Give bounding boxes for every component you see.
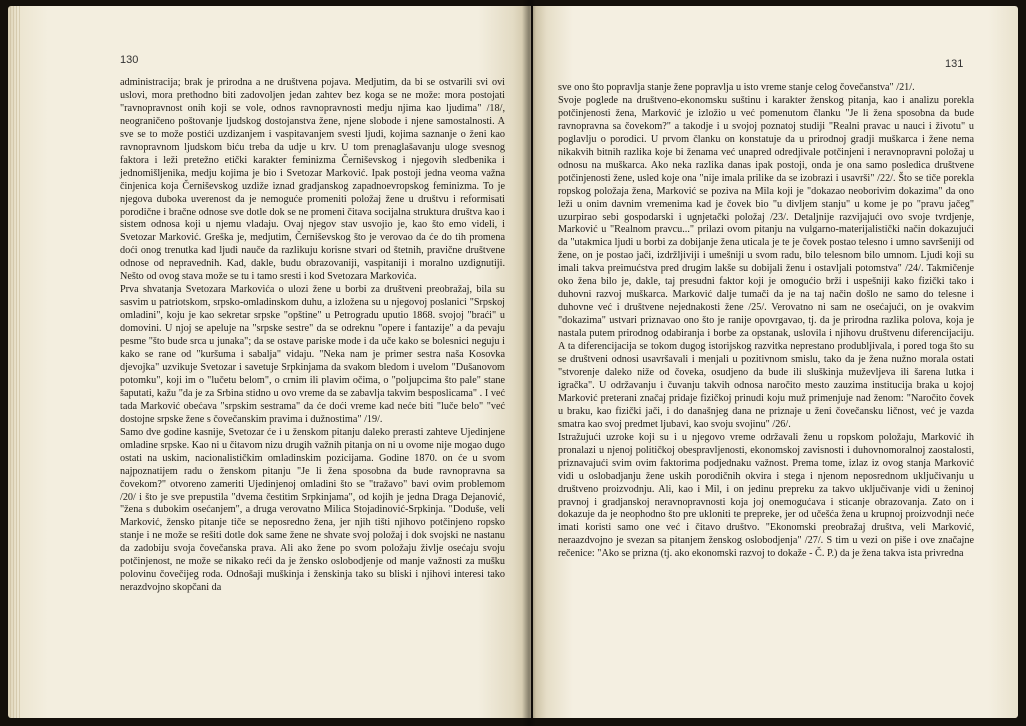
page-edges	[10, 6, 22, 718]
left-page-text: administracija; brak je prirodna a ne društvena pojava. Medjutim, da bi se ostvarili svi ovi uslovi, mora prethodno biti zadovoljen jedan zahtev bez koga se ne može: mora postojati "ravnopravnost onih koji se vole, odnos ravnopravnosti medju njima kao ljudima" /18/, neograničeno poštovanje ljudskog dostojanstva žene, njene slobode i njene samostalnosti. A sve se to može postići uzdizanjem i vaspitavanjem svesti ljudi, kojima saznanje o ženi kao ravnopravnom ljudskom biću treba da udje u krv. U tom prenaglašavanju uloge svesnog faktora i leži pretežno etički karakter feminizma Černiševskog i njegovih sledbenika i jednomišljenika, medju kojima je bio i Svetozar Marković. Ipak postoji jedna veoma važna činjenica koja Černiševskog uzdiže iznad gradjanskog zapadnoevropskog feminizma. To je njegova duboka uverenost da je nemoguće promeniti položaj žene u društvu i reformisati porodične i bračne odnose sve dotle dok se ne promeni čitava socijalna struktura društva kao i sistem odnosa koji u njemu vladaju. Ovaj njegov stav usvojio je, kao što emo videli, i Svetozar Marković. Greška je, medjutim, Černiševskog što je verovao da će do tih promena doći onog trenutka kad ljudi nauče da razlikuju korisne stvari od štetnih, pravične društvene odnose od nepravednih. Kad, dakle, budu obrazovaniji, vaspitaniji i moralno uzdignutiji. Nešto od ovog stava može se tu i tamo sresti i kod Svetozara Markovića. Prva shvatanja Svetozara Markovića o ulozi žene u borbi za društveni preobražaj, bila su sasvim u patriotskom, srpsko-omladinskom duhu, a izložena su u njegovoj poslanici "Srpskoj omladini", koju je kao sekretar srpske "opštine" u Petrogradu uputio 1868. svojoj "braći" u domovini. U njoj se apeluje na "srpske sestre" da se odreknu "opere i fantazije" a da pevaju pesme "što bude srca u junaka"; da se ostave pariske mode i da uče kako se bolesnici neguju i kako se rane od "kuršuma i sabalja" vidaju. "Neka nam je primer sestra naša Kosovka djevojka" uzvikuje Svetozar i savetuje Srpkinjama da svakom bledom i uvelom "Dušanovom potomku", koji im o "lučetu belom", o crnim ili plavim očima, o "poljupcima što pale" stane šaputati, kažu "da je za Srbina stidno u ovo vreme da se zabavlja takvim besposlicama" . I već tada Marković obećava "srpskim sestrama" da će doći vreme kad neće biti "luče belo" "već dostojne srpske žene s čovečanskim pravima i dužnostima" /19/. Samo dve godine kasnije, Svetozar će i u ženskom pitanju daleko prerasti zahteve Ujedinjene omladine srpske. Kao ni u čitavom nizu drugih važnih pitanja on ni u ovome nije mogao dugo ostati na uskim, nacionalističkim omladinskim pozicijama. Godine 1870. on će u svom najpoznatijem radu o ženskom pitanju "Je li žena sposobna da bude ravnopravna sa čovekom?" otvoreno zameriti Ujedinjenoj omladini što se "tražavo" bavi ovim problemom /20/ i što je sve prepustila "dvema čestitim Srpkinjama", od kojih je jedna Draga Dejanović, "žena s dubokim osećanjem", a druga verovatno Milica Stojadinović-Srpkinja. "Doduše, veli Marković, žensko pitanje tiče se neposredno žena, jer njih tišti njihovo potčinjeno ropsko stanje i ne može se rešiti dotle dok same žene ne shvate svoj položaj i dok svojski ne nastanu da zadobiju svoja čovečanska prava. Ali ako žene po svom položaju življe osećaju svoju potčinjenost, ne može se nikako reći da je žensko oslobodjenje od manje važnosti za mušku polovinu čovečijeg roda. Odnošaji muškinja i ženskinja tako su bliski i njihovi interesi tako nerazdvojno skopčani da	[120, 77, 505, 594]
left-page	[8, 6, 531, 718]
book-gutter	[522, 0, 536, 726]
right-page	[533, 6, 1018, 718]
page-number-right: 131	[945, 58, 964, 70]
right-page-text: sve ono što popravlja stanje žene popravlja u isto vreme stanje celog čovečanstva" /21/. Svoje poglede na društveno-ekonomsku suštinu i karakter ženskog pitanja, kao i analizu porekla potčinjenosti žena, Marković je izložio u već pomenutom članku "Je li žena sposobna da bude ravnopravna sa čovekom?" a takodje i u svojoj poznatoj studiji "Realni pravac u nauci i životu" u poglavlju o porodici. U prvom članku on konstatuje da u prirodnoj gradji muškarca i žene nema nikakvih bitnih razlika koje bi ženama već unapred odredjivale potčinjeni i neravnopravni položaj u odnosu na muškarca. Ako neka razlika danas ipak postoji, onda je ona samo posledica društvene potčinjenosti žene, usled koje ona "nije imala prilike da se izobrazi i usavrši" /22/. Što se tiče porekla ropskog položaja žena, Marković se poziva na Mila koji je "dokazao neoborivim dokazima" da ono leži u onim davnim vremenima kad je čovek bio "u divljem stanju" u kome je po "pravu jačeg" uzurpirao sebi gospodarski i ugnjetački položaj /23/. Detaljnije razvijajući ovo svoje tvrdjenje, Marković u "Realnom pravcu..." prilazi ovom pitanju na vulgarno-materijalistički način dokazujući da "utakmica ljudi u borbi za dobijanje žena uticala je te je čovek postao telesno i umno savršeniji od žene, on je postao jači, izdržljiviji i umešniji u svom radu, bilo telesnom bilo umnom. Ljudi koji su imali takva preimućstva pred drugim lakše su dobijali ženu i ostavljali potomstva" /24/. Takmičenje oko žena bilo je, dakle, taj presudni faktor koji je omogućio brži i uspešniji kako fizički tako i duhovni razvoj muškarca. Marković dalje tumači da je na taj način došlo ne samo do telesne i duhovne već i društvene nejednakosti žene /25/. Verovatno ni sam ne osećajući, on je ovakvim "dokazima" ustvari priznavao ono što je ranije opovrgavao, tj. da je prirodna razlika polova, koja je nastala putem prirodnog odabiranja i borbe za opstanak, uslovila i njihovu društvenu diferencijaciju. A ta diferencijacija se tokom dugog istorijskog razvitka neprestano produbljivala, i pored toga što su se društveni odnosi usavršavali i menjali u pozitivnom smislu, tako da je žena nužno morala ostati "stvorenje daleko niže od čoveka, osudjeno da bude ili sluškinja muževljeva ili šarena lutka i igračka". U održavanju i čuvanju takvih odnosa naročito mesto zauzima institucija braka u kojoj Marković preterani značaj pridaje fizičkoj prinudi koju muž primenjuje nad ženom: "Naročito čovek u braku, kao fizički jači, i do današnjeg dana ne priznaje u ženi čovečansku ličnost, već je vazda smatra kao svoj predmet ljubavi, kao svoju svojinu" /26/. Istražujući uzroke koji su i u njegovo vreme održavali ženu u ropskom položaju, Marković ih pronalazi u njenoj političkoj obespravljenosti, ekonomskoj zavisnosti i duhovnomoralnoj zaostalosti, priznavajući svim ovim faktorima podjednaku važnost. Prema tome, izlaz iz ovog stanja Marković vidi u oslobadjanju žene uskih porodičnih okvira i stega i njenom neposrednom uključivanju u društveno proizvodnju. Ali, kao i Mil, i on jedinu prepreku za takvo uključivanje vidi u ženinoj pravnoj i gradjanskoj neravnopravnosti koja joj onemogućava i sticanje obrazovanja. Zato on i dokazuje da je neophodno što pre ukloniti te prepreke, jer od učešća žena u krupnoj proizvodnji neće imati koristi samo one već i čitavo društvo. "Ekonomski preobražaj društva, veli Marković, neraazdvojno je svezan sa pitanjem ženskog oslobodjenja" /27/. S tim u vezi on piše i ove značajne rečenice: "Ako se prizna (tj. ako ekonomski razvoj to dokaže - Č. P.) da je žena takva ista privredna	[558, 82, 974, 560]
page-number-left: 130	[120, 54, 139, 66]
